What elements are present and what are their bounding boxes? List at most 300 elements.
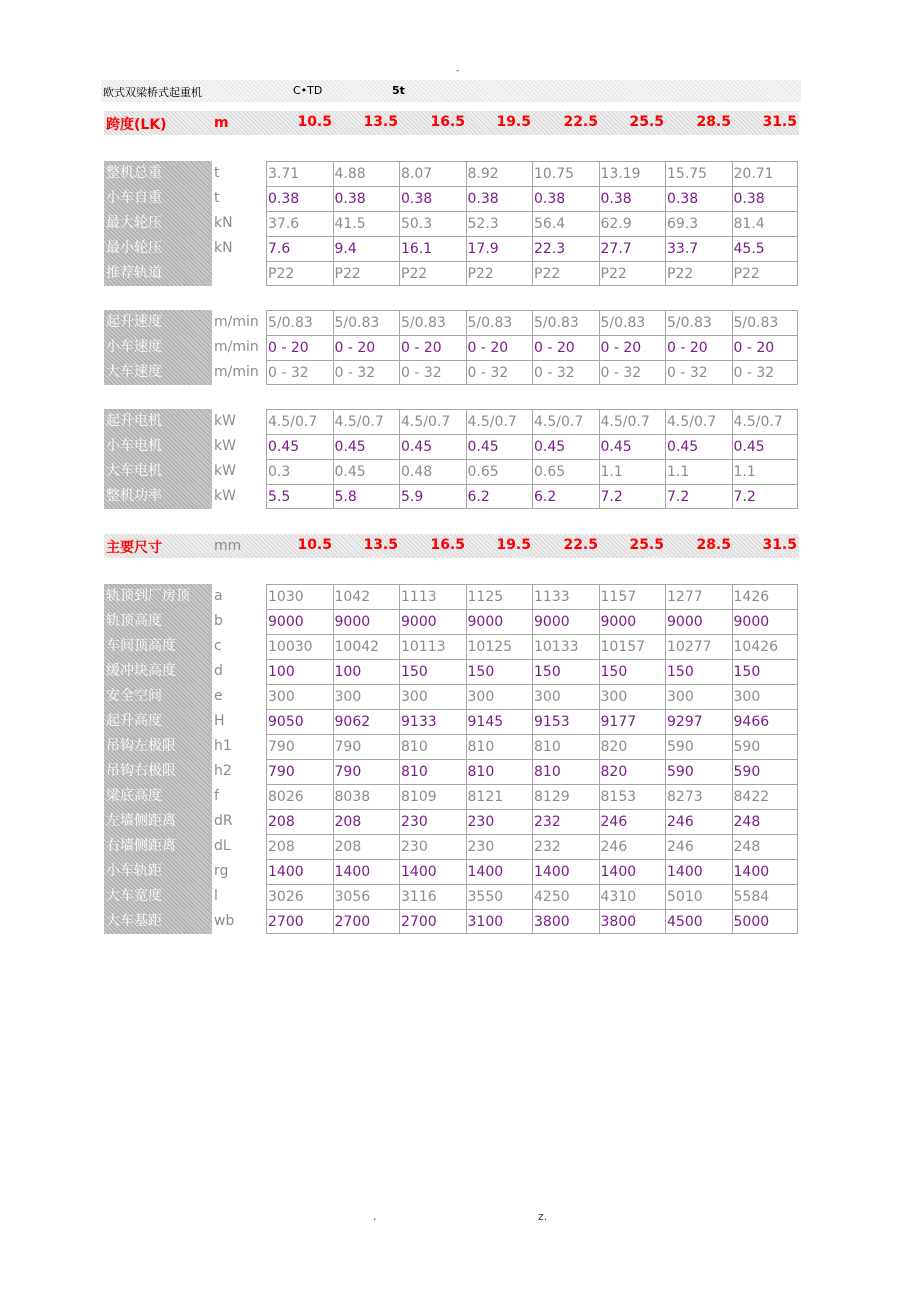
row-label: 小车轨距 xyxy=(104,859,212,884)
row-label: 梁底高度 xyxy=(104,784,212,809)
table-cell: 0.38 xyxy=(532,186,599,211)
table-cell: 3056 xyxy=(333,884,400,909)
table-cell: 1113 xyxy=(399,584,466,609)
table-cell: 0.45 xyxy=(665,434,732,459)
row-cells xyxy=(266,834,798,859)
table-cell: 0.38 xyxy=(399,186,466,211)
table-cell: 246 xyxy=(599,834,666,859)
table-cell: 3550 xyxy=(466,884,533,909)
row-unit: t xyxy=(214,165,220,181)
row-label: 整机功率 xyxy=(104,484,212,509)
row-cells xyxy=(266,261,798,286)
span-header-unit: m xyxy=(214,115,229,131)
row-label: 轨顶高度 xyxy=(104,609,212,634)
row-unit: kW xyxy=(214,413,236,429)
row-unit: h1 xyxy=(214,738,232,754)
row-label: 右墙侧距离 xyxy=(104,834,212,859)
row-cells xyxy=(266,584,798,609)
row-unit xyxy=(214,261,266,286)
table-cell: 41.5 xyxy=(333,211,400,236)
dimension-header-row xyxy=(104,534,799,558)
table-cell: 10125 xyxy=(466,634,533,659)
table-cell: 13.19 xyxy=(599,161,666,186)
table-cell: 4.5/0.7 xyxy=(466,409,533,434)
row-cells xyxy=(266,709,798,734)
table-cell: 0.45 xyxy=(599,434,666,459)
table-cell: 4.5/0.7 xyxy=(732,409,799,434)
table-cell: 9000 xyxy=(333,609,400,634)
table-cell: 1.1 xyxy=(665,459,732,484)
table-cell: 5.9 xyxy=(399,484,466,509)
title-bar xyxy=(101,80,801,102)
span-header-row xyxy=(104,111,799,135)
table-cell: 1400 xyxy=(466,859,533,884)
dimension-span-value: 28.5 xyxy=(696,537,731,553)
table-cell: 5/0.83 xyxy=(333,310,400,335)
table-cell: 5/0.83 xyxy=(532,310,599,335)
table-cell: 4.5/0.7 xyxy=(532,409,599,434)
table-cell: 0.45 xyxy=(732,434,799,459)
row-unit: dR xyxy=(214,813,233,829)
row-label: 吊钩右极限 xyxy=(104,759,212,784)
table-cell: 4.5/0.7 xyxy=(599,409,666,434)
table-cell: 232 xyxy=(532,809,599,834)
table-cell: 7.6 xyxy=(266,236,333,261)
table-cell: 810 xyxy=(532,734,599,759)
table-cell: 1042 xyxy=(333,584,400,609)
dimension-header-label: 主要尺寸 xyxy=(106,540,162,556)
table-cell: 9000 xyxy=(665,609,732,634)
table-cell: 9000 xyxy=(732,609,799,634)
table-cell: 9000 xyxy=(532,609,599,634)
product-name: 欧式双梁桥式起重机 xyxy=(103,86,202,99)
table-cell: 150 xyxy=(599,659,666,684)
table-cell: 100 xyxy=(333,659,400,684)
table-cell: 300 xyxy=(532,684,599,709)
row-cells xyxy=(266,909,798,934)
table-cell: 10133 xyxy=(532,634,599,659)
row-cells xyxy=(266,734,798,759)
row-unit: c xyxy=(214,638,222,654)
table-cell: 248 xyxy=(732,809,799,834)
dimension-span-value: 31.5 xyxy=(762,537,797,553)
table-cell: 17.9 xyxy=(466,236,533,261)
table-cell: 8026 xyxy=(266,784,333,809)
table-cell: 0.45 xyxy=(532,434,599,459)
table-cell: 0 - 20 xyxy=(665,335,732,360)
table-cell: 8129 xyxy=(532,784,599,809)
row-cells xyxy=(266,409,798,434)
table-cell: 100 xyxy=(266,659,333,684)
table-cell: 590 xyxy=(732,734,799,759)
row-label: 大车电机 xyxy=(104,459,212,484)
dimension-span-value: 10.5 xyxy=(297,537,332,553)
table-cell: 150 xyxy=(665,659,732,684)
table-cell: 0 - 32 xyxy=(333,360,400,385)
table-cell: 3100 xyxy=(466,909,533,934)
table-cell: 9297 xyxy=(665,709,732,734)
row-label: 起升电机 xyxy=(104,409,212,434)
table-cell: 5584 xyxy=(732,884,799,909)
table-cell: 2700 xyxy=(333,909,400,934)
row-unit: wb xyxy=(214,913,235,929)
footer-left: . xyxy=(373,1210,377,1223)
row-label: 大车基距 xyxy=(104,909,212,934)
row-cells xyxy=(266,759,798,784)
table-cell: 820 xyxy=(599,734,666,759)
row-label: 车间顶高度 xyxy=(104,634,212,659)
row-cells xyxy=(266,236,798,261)
row-unit: a xyxy=(214,588,223,604)
table-cell: 0 - 20 xyxy=(732,335,799,360)
table-cell: 246 xyxy=(665,834,732,859)
table-cell: 4500 xyxy=(665,909,732,934)
table-cell: 15.75 xyxy=(665,161,732,186)
table-cell: 6.2 xyxy=(532,484,599,509)
table-cell: 0.38 xyxy=(732,186,799,211)
dimension-span-value: 22.5 xyxy=(563,537,598,553)
top-dash: - xyxy=(456,66,460,76)
row-unit: kN xyxy=(214,215,233,231)
table-cell: 2700 xyxy=(399,909,466,934)
table-cell: 208 xyxy=(266,834,333,859)
row-unit: h2 xyxy=(214,763,232,779)
table-cell: 9153 xyxy=(532,709,599,734)
table-cell: 7.2 xyxy=(732,484,799,509)
table-cell: 7.2 xyxy=(599,484,666,509)
table-cell: 150 xyxy=(532,659,599,684)
table-cell: 0.45 xyxy=(399,434,466,459)
table-cell: 208 xyxy=(333,834,400,859)
table-cell: 7.2 xyxy=(665,484,732,509)
table-cell: 62.9 xyxy=(599,211,666,236)
table-cell: 0 - 32 xyxy=(532,360,599,385)
table-cell: 5/0.83 xyxy=(732,310,799,335)
table-cell: 1125 xyxy=(466,584,533,609)
table-cell: 9466 xyxy=(732,709,799,734)
table-cell: 232 xyxy=(532,834,599,859)
row-unit: dL xyxy=(214,838,231,854)
table-cell: 208 xyxy=(333,809,400,834)
table-cell: 10426 xyxy=(732,634,799,659)
table-cell: 3.71 xyxy=(266,161,333,186)
table-cell: 9000 xyxy=(266,609,333,634)
table-cell: 790 xyxy=(333,734,400,759)
table-cell: 0.45 xyxy=(466,434,533,459)
span-value: 25.5 xyxy=(629,114,664,130)
table-cell: 230 xyxy=(466,809,533,834)
row-label: 最大轮压 xyxy=(104,211,212,236)
row-label: 小车电机 xyxy=(104,434,212,459)
table-cell: 22.3 xyxy=(532,236,599,261)
table-cell: 20.71 xyxy=(732,161,799,186)
table-cell: 1400 xyxy=(266,859,333,884)
row-label: 推荐轨道 xyxy=(104,261,212,286)
table-cell: 4310 xyxy=(599,884,666,909)
row-cells xyxy=(266,634,798,659)
table-cell: 4.5/0.7 xyxy=(665,409,732,434)
dimension-span-value: 25.5 xyxy=(629,537,664,553)
table-cell: 9000 xyxy=(599,609,666,634)
row-label: 吊钩左极限 xyxy=(104,734,212,759)
span-value: 10.5 xyxy=(297,114,332,130)
table-cell: 3026 xyxy=(266,884,333,909)
table-cell: 10277 xyxy=(665,634,732,659)
table-cell: P22 xyxy=(732,261,799,286)
span-header-label: 跨度(LK) xyxy=(106,117,167,133)
span-value: 22.5 xyxy=(563,114,598,130)
row-label: 最小轮压 xyxy=(104,236,212,261)
row-label: 小车速度 xyxy=(104,335,212,360)
table-cell: 590 xyxy=(732,759,799,784)
row-label: 起升速度 xyxy=(104,310,212,335)
table-cell: 8422 xyxy=(732,784,799,809)
table-cell: 3800 xyxy=(532,909,599,934)
table-cell: P22 xyxy=(399,261,466,286)
table-cell: 9.4 xyxy=(333,236,400,261)
table-cell: 4250 xyxy=(532,884,599,909)
table-cell: 0 - 20 xyxy=(399,335,466,360)
table-cell: 52.3 xyxy=(466,211,533,236)
table-cell: 300 xyxy=(399,684,466,709)
row-label: 轨顶到厂房顶 xyxy=(104,584,212,609)
table-cell: 150 xyxy=(399,659,466,684)
table-cell: 0.38 xyxy=(333,186,400,211)
table-cell: 0.38 xyxy=(599,186,666,211)
table-cell: 9133 xyxy=(399,709,466,734)
table-cell: 1.1 xyxy=(599,459,666,484)
table-cell: 6.2 xyxy=(466,484,533,509)
row-cells xyxy=(266,484,798,509)
row-label: 大车速度 xyxy=(104,360,212,385)
table-cell: 0 - 20 xyxy=(333,335,400,360)
table-cell: 1157 xyxy=(599,584,666,609)
row-label: 大车宽度 xyxy=(104,884,212,909)
span-value: 31.5 xyxy=(762,114,797,130)
table-cell: 3800 xyxy=(599,909,666,934)
table-cell: P22 xyxy=(333,261,400,286)
row-cells xyxy=(266,659,798,684)
table-cell: 10157 xyxy=(599,634,666,659)
table-cell: 1400 xyxy=(665,859,732,884)
table-cell: 810 xyxy=(399,734,466,759)
table-cell: 590 xyxy=(665,734,732,759)
table-cell: 300 xyxy=(466,684,533,709)
table-cell: 0.65 xyxy=(532,459,599,484)
table-cell: 208 xyxy=(266,809,333,834)
table-cell: 8121 xyxy=(466,784,533,809)
table-cell: 9062 xyxy=(333,709,400,734)
table-cell: 810 xyxy=(466,759,533,784)
table-cell: 0 - 20 xyxy=(466,335,533,360)
table-cell: 230 xyxy=(399,834,466,859)
table-cell: 0.38 xyxy=(466,186,533,211)
table-cell: 820 xyxy=(599,759,666,784)
table-cell: P22 xyxy=(665,261,732,286)
table-cell: 5.5 xyxy=(266,484,333,509)
table-cell: 300 xyxy=(599,684,666,709)
table-cell: 33.7 xyxy=(665,236,732,261)
table-cell: 0 - 20 xyxy=(266,335,333,360)
table-cell: 0 - 32 xyxy=(466,360,533,385)
row-cells xyxy=(266,211,798,236)
table-cell: 5010 xyxy=(665,884,732,909)
row-label: 小车自重 xyxy=(104,186,212,211)
row-label: 缓冲块高度 xyxy=(104,659,212,684)
table-cell: 8273 xyxy=(665,784,732,809)
table-cell: 4.5/0.7 xyxy=(399,409,466,434)
table-cell: 5000 xyxy=(732,909,799,934)
table-cell: 9000 xyxy=(466,609,533,634)
table-cell: 4.5/0.7 xyxy=(333,409,400,434)
table-cell: 0 - 20 xyxy=(599,335,666,360)
row-unit: b xyxy=(214,613,223,629)
row-cells xyxy=(266,684,798,709)
row-cells xyxy=(266,809,798,834)
row-unit: kW xyxy=(214,463,236,479)
dimension-span-value: 19.5 xyxy=(496,537,531,553)
table-cell: 1030 xyxy=(266,584,333,609)
row-cells xyxy=(266,335,798,360)
table-cell: 1400 xyxy=(399,859,466,884)
table-cell: 810 xyxy=(399,759,466,784)
table-cell: 300 xyxy=(333,684,400,709)
table-cell: 1400 xyxy=(732,859,799,884)
dimension-span-value: 13.5 xyxy=(363,537,398,553)
row-unit: rg xyxy=(214,863,229,879)
table-cell: 10113 xyxy=(399,634,466,659)
table-cell: 790 xyxy=(266,734,333,759)
table-cell: 9050 xyxy=(266,709,333,734)
table-cell: 5/0.83 xyxy=(266,310,333,335)
table-cell: 1400 xyxy=(532,859,599,884)
table-cell: 4.5/0.7 xyxy=(266,409,333,434)
row-unit: kN xyxy=(214,240,233,256)
row-unit: m/min xyxy=(214,339,259,355)
row-cells xyxy=(266,186,798,211)
table-cell: 0.45 xyxy=(333,459,400,484)
table-cell: 0 - 32 xyxy=(732,360,799,385)
row-unit: e xyxy=(214,688,223,704)
table-cell: 9177 xyxy=(599,709,666,734)
table-cell: 8153 xyxy=(599,784,666,809)
dimension-span-value: 16.5 xyxy=(430,537,465,553)
table-cell: 246 xyxy=(599,809,666,834)
table-cell: 590 xyxy=(665,759,732,784)
table-cell: 0 - 20 xyxy=(532,335,599,360)
table-cell: 0.3 xyxy=(266,459,333,484)
row-cells xyxy=(266,434,798,459)
table-cell: 8038 xyxy=(333,784,400,809)
table-cell: 9145 xyxy=(466,709,533,734)
span-value: 16.5 xyxy=(430,114,465,130)
table-cell: 0 - 32 xyxy=(665,360,732,385)
table-cell: 1400 xyxy=(599,859,666,884)
table-cell: 50.3 xyxy=(399,211,466,236)
row-unit: d xyxy=(214,663,223,679)
table-cell: 246 xyxy=(665,809,732,834)
table-cell: 790 xyxy=(266,759,333,784)
row-label: 安全空间 xyxy=(104,684,212,709)
table-cell: 300 xyxy=(732,684,799,709)
table-cell: 8.92 xyxy=(466,161,533,186)
table-cell: 10030 xyxy=(266,634,333,659)
span-value: 19.5 xyxy=(496,114,531,130)
row-label: 左墙侧距离 xyxy=(104,809,212,834)
table-cell: P22 xyxy=(599,261,666,286)
table-cell: 150 xyxy=(732,659,799,684)
table-cell: 45.5 xyxy=(732,236,799,261)
row-label: 起升高度 xyxy=(104,709,212,734)
row-label: 整机总重 xyxy=(104,161,212,186)
table-cell: 5/0.83 xyxy=(399,310,466,335)
table-cell: 1400 xyxy=(333,859,400,884)
table-cell: 300 xyxy=(266,684,333,709)
table-cell: 8.07 xyxy=(399,161,466,186)
row-unit: l xyxy=(214,888,218,904)
row-cells xyxy=(266,609,798,634)
row-cells xyxy=(266,161,798,186)
table-cell: 1133 xyxy=(532,584,599,609)
table-cell: 1277 xyxy=(665,584,732,609)
table-cell: 0.45 xyxy=(266,434,333,459)
table-cell: 10042 xyxy=(333,634,400,659)
row-cells xyxy=(266,859,798,884)
table-cell: 56.4 xyxy=(532,211,599,236)
table-cell: 3116 xyxy=(399,884,466,909)
table-cell: 8109 xyxy=(399,784,466,809)
row-unit: m/min xyxy=(214,314,259,330)
table-cell: 1.1 xyxy=(732,459,799,484)
table-cell: 81.4 xyxy=(732,211,799,236)
table-cell: 69.3 xyxy=(665,211,732,236)
row-unit: kW xyxy=(214,488,236,504)
table-cell: 5.8 xyxy=(333,484,400,509)
table-cell: 150 xyxy=(466,659,533,684)
table-cell: 27.7 xyxy=(599,236,666,261)
table-cell: P22 xyxy=(266,261,333,286)
span-value: 28.5 xyxy=(696,114,731,130)
table-cell: 0.48 xyxy=(399,459,466,484)
row-unit: H xyxy=(214,713,225,729)
table-cell: 810 xyxy=(466,734,533,759)
table-cell: 4.88 xyxy=(333,161,400,186)
table-cell: 248 xyxy=(732,834,799,859)
table-cell: 790 xyxy=(333,759,400,784)
table-cell: 0.65 xyxy=(466,459,533,484)
rated-load: 5t xyxy=(392,84,405,97)
row-unit: t xyxy=(214,190,220,206)
table-cell: 300 xyxy=(665,684,732,709)
row-cells xyxy=(266,884,798,909)
row-unit: m/min xyxy=(214,364,259,380)
table-cell: 0 - 32 xyxy=(399,360,466,385)
table-cell: 10.75 xyxy=(532,161,599,186)
table-cell: 1426 xyxy=(732,584,799,609)
table-cell: P22 xyxy=(466,261,533,286)
table-cell: 0 - 32 xyxy=(599,360,666,385)
table-cell: P22 xyxy=(532,261,599,286)
table-cell: 2700 xyxy=(266,909,333,934)
row-cells xyxy=(266,784,798,809)
table-cell: 230 xyxy=(399,809,466,834)
model-code: C•TD xyxy=(293,84,323,97)
table-cell: 5/0.83 xyxy=(466,310,533,335)
table-cell: 0.38 xyxy=(665,186,732,211)
row-unit: kW xyxy=(214,438,236,454)
table-cell: 9000 xyxy=(399,609,466,634)
table-cell: 0 - 32 xyxy=(266,360,333,385)
